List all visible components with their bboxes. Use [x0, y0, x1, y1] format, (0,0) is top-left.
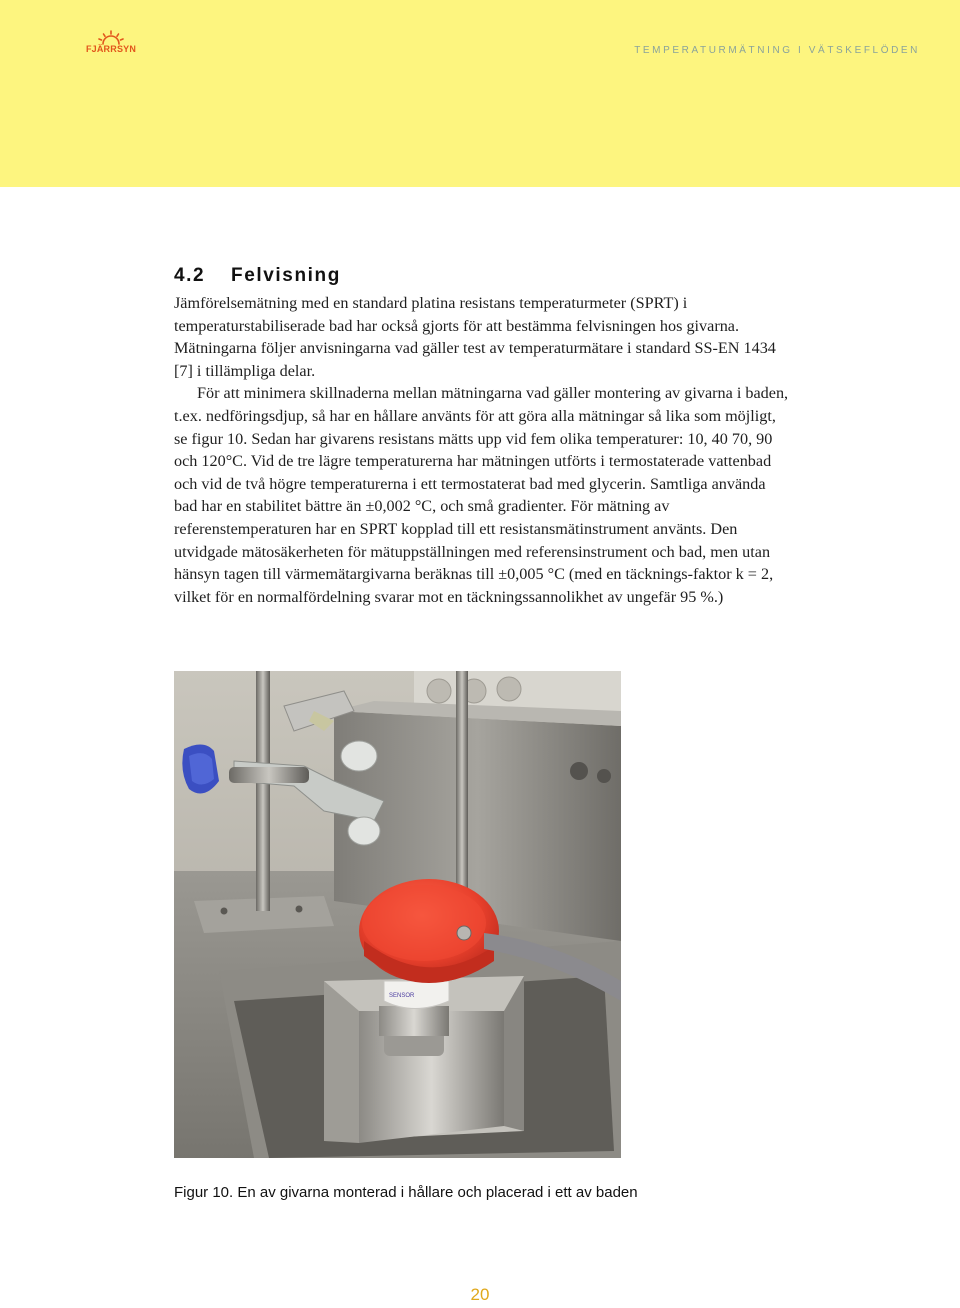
figure-caption: Figur 10. En av givarna monterad i hållare och placerad i ett av baden — [174, 1184, 638, 1201]
figure-photo — [174, 671, 621, 1158]
fjarrsyn-logo — [84, 30, 138, 58]
body-text — [174, 292, 790, 608]
page-number: 20 — [470, 1285, 490, 1304]
paragraph: För att minimera skillnaderna mellan mätningarna vad gäller montering av givarna i baden, t.ex. nedföringsdjup, så har en hållare använts för att göra alla mätningar så lika som möjligt, se figur 10. Sedan har givarens resistans mätts upp vid fem olika temperaturer: 10, 40 70, 90 och 120°C. Vid de tre lägre temperaturerna har mätningen utförts i termostaterade vattenbad och vid de två högre temperaturerna i ett termostaterat bad med glycerin. Samtliga använda bad har en stabilitet bättre än ±0,002 °C, och små gradienter. För mätning av referenstemperaturen har en SPRT kopplad till ett resistansmätinstrument använts. Den utvidgade mätosäkerheten för mätuppställningen med referensinstrument och bad, men utan hänsyn tagen till värmemätargivarna beräknas till ±0,005 °C (med en täcknings-faktor k = 2, vilket för en normalfördelning svarar mot en täckningssannolikhet av ungefär 95 %.) — [174, 384, 789, 606]
section-heading — [174, 265, 341, 287]
section-number: 4.2 — [174, 265, 206, 286]
page-header — [0, 0, 960, 187]
section-title: Felvisning — [231, 265, 341, 286]
sensor-setup-illustration — [174, 671, 621, 1158]
sensor-label-text: SENSOR — [389, 993, 415, 999]
logo-text: FJÄRRSYN — [85, 44, 137, 54]
paragraph: Jämförelsemätning med en standard platina resistans temperaturmeter (SPRT) i temperaturstabiliserade bad har också gjorts för att bestämma felvisningen hos givarna. Mätningarna följer anvisningarna vad gäller test av temperaturmätare i standard SS-EN 1434 [7] i tillämpliga delar. — [174, 294, 776, 380]
running-title: TEMPERATURMÄTNING I VÄTSKEFLÖDEN — [634, 45, 920, 56]
